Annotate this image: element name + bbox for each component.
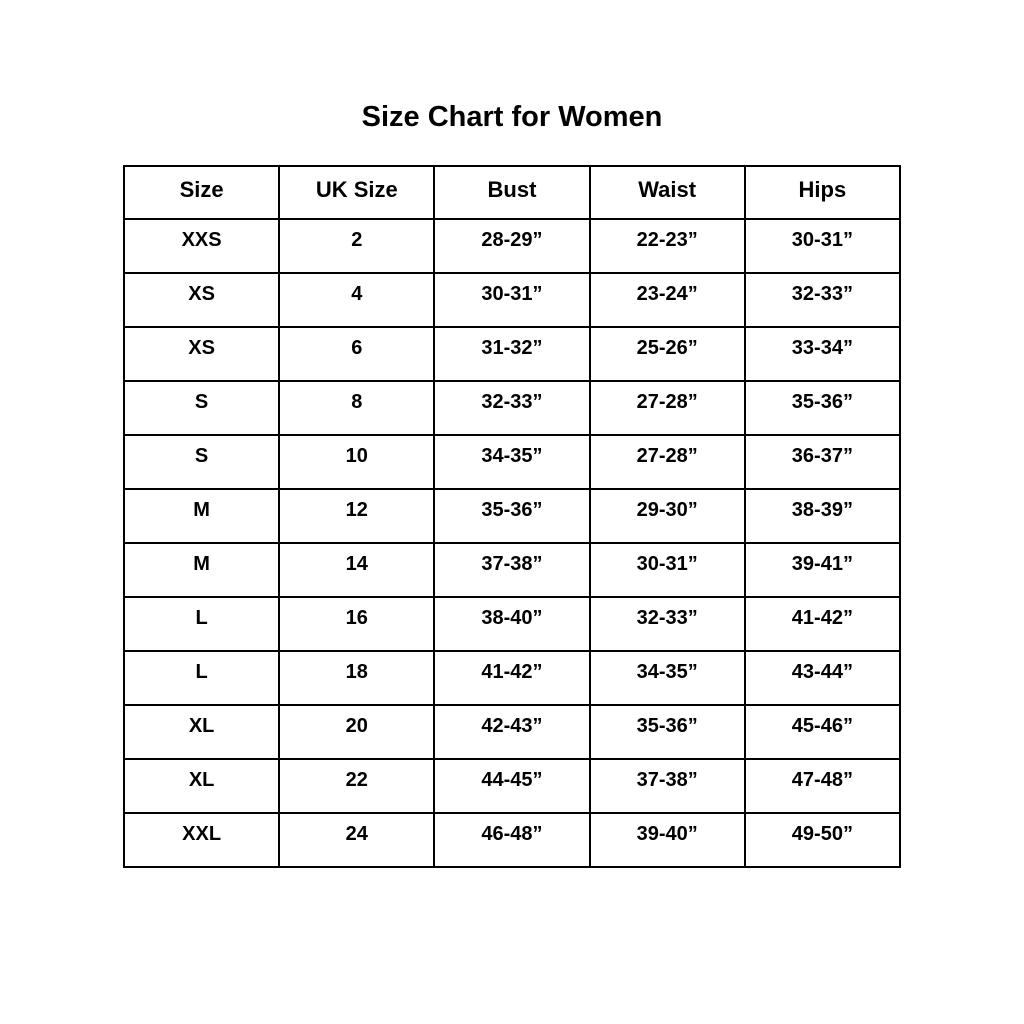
table-row — [124, 651, 900, 705]
table-cell: L — [124, 651, 279, 705]
table-cell: 34-35” — [590, 651, 745, 705]
column-header: Bust — [434, 166, 589, 219]
table-cell: XS — [124, 327, 279, 381]
table-cell: 30-31” — [434, 273, 589, 327]
page-title: Size Chart for Women — [361, 101, 663, 133]
table-row — [124, 597, 900, 651]
table-row — [124, 381, 900, 435]
table-cell: 2 — [279, 219, 434, 273]
table-body — [124, 219, 900, 867]
table-row — [124, 273, 900, 327]
table-cell: 35-36” — [745, 381, 900, 435]
table-cell: 42-43” — [434, 705, 589, 759]
table-cell: 16 — [279, 597, 434, 651]
table-cell: 41-42” — [434, 651, 589, 705]
table-row — [124, 759, 900, 813]
table-cell: 32-33” — [590, 597, 745, 651]
table-cell: 20 — [279, 705, 434, 759]
table-cell: 32-33” — [434, 381, 589, 435]
table-cell: S — [124, 381, 279, 435]
table-cell: 32-33” — [745, 273, 900, 327]
table-cell: 22 — [279, 759, 434, 813]
column-header: Size — [124, 166, 279, 219]
table-cell: XL — [124, 705, 279, 759]
table-cell: 33-34” — [745, 327, 900, 381]
table-cell: S — [124, 435, 279, 489]
table-cell: 22-23” — [590, 219, 745, 273]
table-cell: 36-37” — [745, 435, 900, 489]
table-cell: 4 — [279, 273, 434, 327]
table-cell: M — [124, 489, 279, 543]
table-cell: 46-48” — [434, 813, 589, 867]
table-cell: 39-41” — [745, 543, 900, 597]
table-cell: 38-39” — [745, 489, 900, 543]
table-cell: 37-38” — [590, 759, 745, 813]
table-cell: 35-36” — [590, 705, 745, 759]
table-row — [124, 543, 900, 597]
table-cell: 35-36” — [434, 489, 589, 543]
table-cell: 44-45” — [434, 759, 589, 813]
size-chart-table — [123, 165, 901, 868]
table-row — [124, 813, 900, 867]
table-row — [124, 705, 900, 759]
table-cell: XL — [124, 759, 279, 813]
table-cell: 24 — [279, 813, 434, 867]
table-cell: 37-38” — [434, 543, 589, 597]
table-cell: 39-40” — [590, 813, 745, 867]
table-cell: L — [124, 597, 279, 651]
table-cell: 18 — [279, 651, 434, 705]
table-cell: 12 — [279, 489, 434, 543]
header-row — [124, 166, 900, 219]
table-row — [124, 489, 900, 543]
table-cell: XXS — [124, 219, 279, 273]
column-header: Hips — [745, 166, 900, 219]
table-cell: 8 — [279, 381, 434, 435]
table-cell: 49-50” — [745, 813, 900, 867]
table-row — [124, 219, 900, 273]
table-cell: 28-29” — [434, 219, 589, 273]
column-header: Waist — [590, 166, 745, 219]
table-cell: 41-42” — [745, 597, 900, 651]
table-cell: 30-31” — [590, 543, 745, 597]
table-cell: M — [124, 543, 279, 597]
table-cell: 47-48” — [745, 759, 900, 813]
table-head — [124, 166, 900, 219]
table-cell: 27-28” — [590, 435, 745, 489]
table-cell: 6 — [279, 327, 434, 381]
table-cell: 38-40” — [434, 597, 589, 651]
table-cell: 25-26” — [590, 327, 745, 381]
table-cell: 23-24” — [590, 273, 745, 327]
table-cell: 27-28” — [590, 381, 745, 435]
table-cell: XS — [124, 273, 279, 327]
column-header: UK Size — [279, 166, 434, 219]
table-cell: 14 — [279, 543, 434, 597]
table-cell: 30-31” — [745, 219, 900, 273]
table-row — [124, 435, 900, 489]
table-cell: 34-35” — [434, 435, 589, 489]
table-cell: XXL — [124, 813, 279, 867]
table-cell: 29-30” — [590, 489, 745, 543]
table-cell: 31-32” — [434, 327, 589, 381]
table-cell: 10 — [279, 435, 434, 489]
table-row — [124, 327, 900, 381]
table-cell: 43-44” — [745, 651, 900, 705]
table-cell: 45-46” — [745, 705, 900, 759]
